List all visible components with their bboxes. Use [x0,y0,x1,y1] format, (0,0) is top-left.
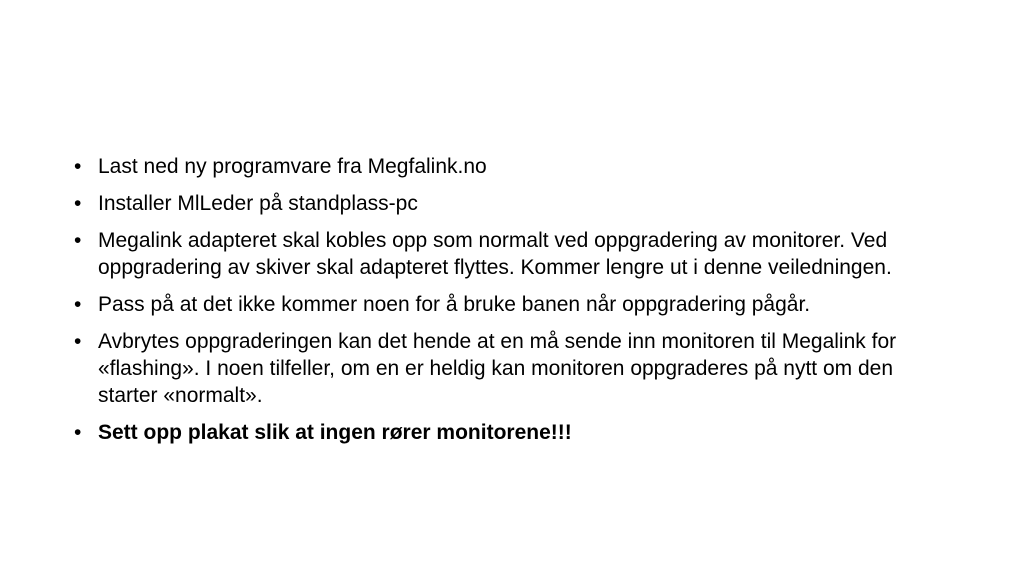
bullet-text: Megalink adapteret skal kobles opp som normalt ved oppgradering av monitorer. Ved oppgradering av skiver skal adapteret flyttes. Kommer lengre ut i denne veiledningen. [98,229,892,279]
bullet-icon: • [74,421,82,444]
bullet-icon: • [74,155,82,178]
bullet-icon: • [74,330,82,353]
bullet-text: Pass på at det ikke kommer noen for å bruke banen når oppgradering pågår. [98,293,811,316]
bullet-item-abort-note [74,328,954,409]
bullet-icon: • [74,293,82,316]
bullet-text: Sett opp plakat slik at ingen rører monitorene!!! [98,421,572,444]
bullet-icon: • [74,192,82,215]
bullet-text: Installer MlLeder på standplass-pc [98,192,418,215]
bullet-text: Last ned ny programvare fra Megfalink.no [98,155,487,178]
bullet-item-adapter [74,227,954,281]
bullet-list [74,153,954,456]
bullet-item-lane-warning [74,291,954,318]
bullet-item-download [74,153,954,180]
bullet-item-install [74,190,954,217]
bullet-text: Avbrytes oppgraderingen kan det hende at en må sende inn monitoren til Megalink for «flashing». I noen tilfeller, om en er heldig kan monitoren oppgraderes på nytt om den starter «normalt». [98,330,897,407]
bullet-item-poster [74,419,954,446]
bullet-icon: • [74,229,82,252]
